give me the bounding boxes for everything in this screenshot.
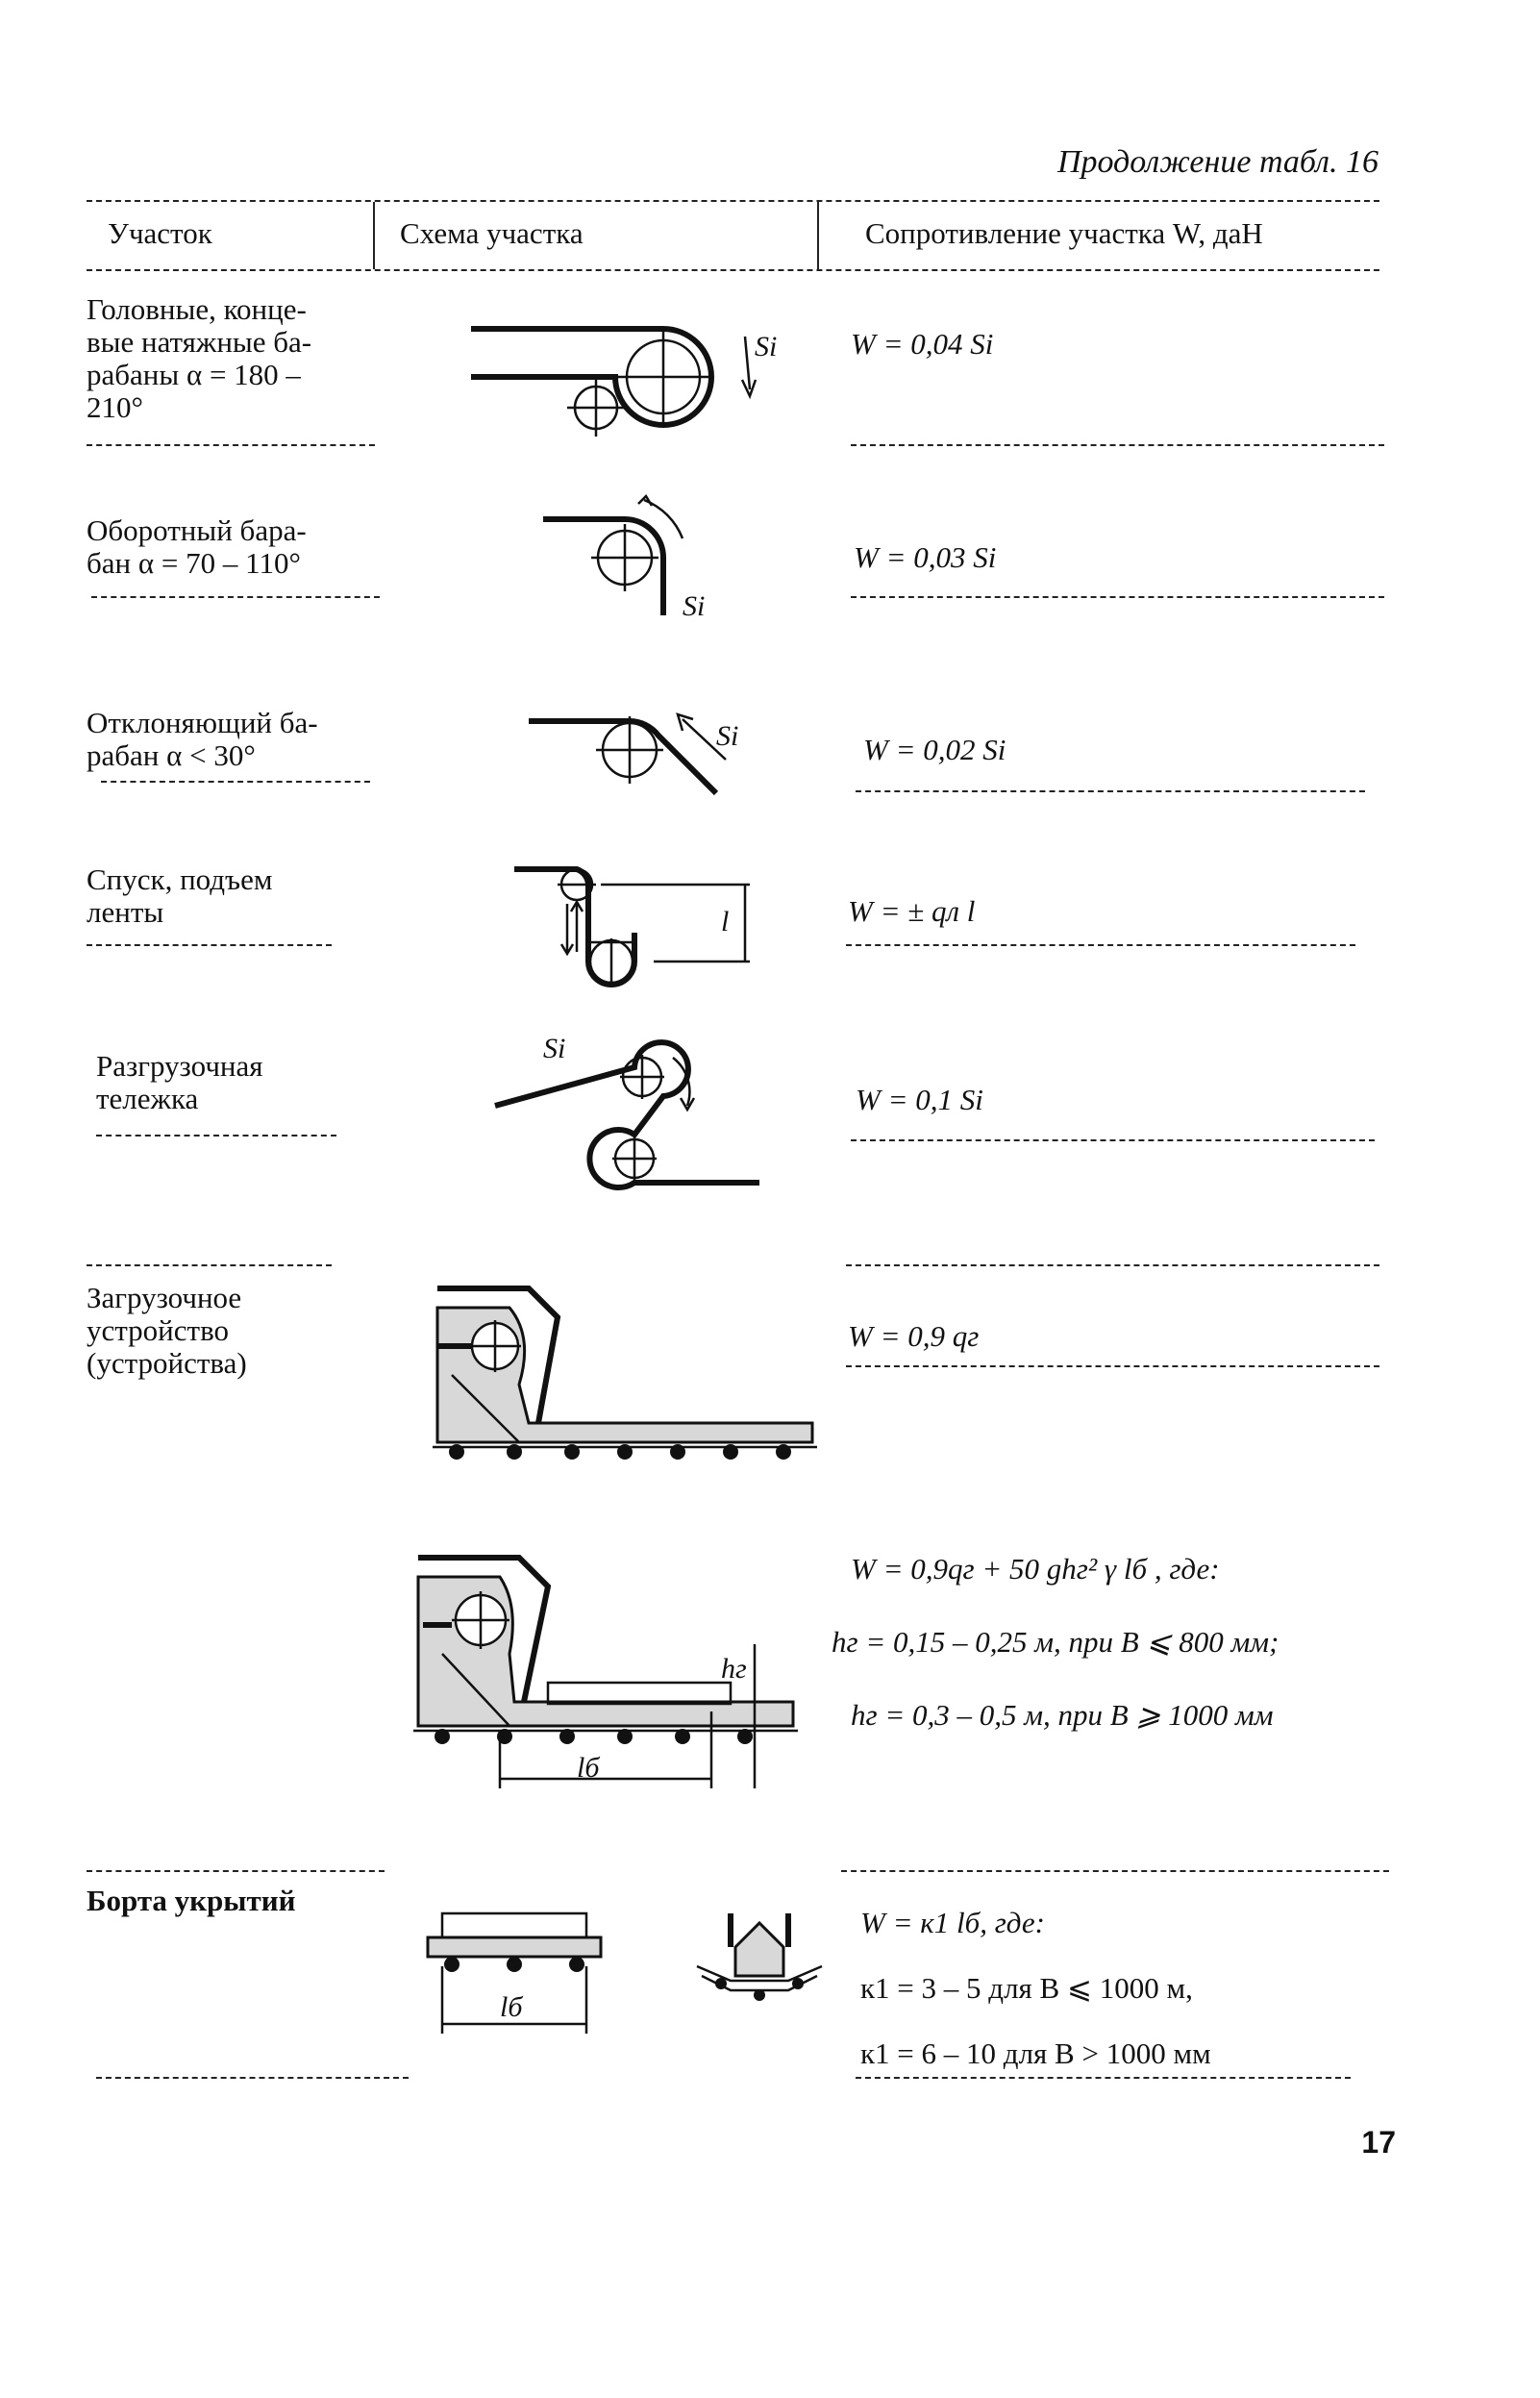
- row-4-name: Спуск, подъем ленты: [87, 862, 273, 929]
- row-5-rule-left: [96, 1135, 336, 1137]
- page-number: 17: [1361, 2125, 1396, 2160]
- scheme-8-label: lб: [500, 1991, 523, 2023]
- row-8-rule-bottom-left: [96, 2077, 409, 2079]
- row-8-rule-top-right: [841, 1870, 1389, 1872]
- scheme-7-label-h: hг: [721, 1653, 747, 1685]
- row-1-rule-right: [851, 444, 1384, 446]
- header-top-rule: [87, 200, 1379, 202]
- row-8-name: Борта укрытий: [87, 1884, 296, 1917]
- row-2-name: Оборотный бара- бан α = 70 – 110°: [87, 513, 307, 580]
- scheme-2-label: Si: [683, 590, 706, 622]
- row-6-formula: W = 0,9 qг: [848, 1319, 980, 1353]
- scheme-lift: [509, 856, 769, 1000]
- scheme-loading-device-1: [433, 1279, 817, 1490]
- scheme-3-label: Si: [716, 720, 739, 752]
- row-3-rule-left: [101, 781, 370, 783]
- row-3-formula: W = 0,02 Si: [863, 733, 1006, 766]
- row-8-rule-bottom-right: [856, 2077, 1351, 2079]
- row-6-rule-top-right: [846, 1264, 1379, 1266]
- row-6-name: Загрузочное устройство (устройства): [87, 1281, 247, 1380]
- header-section: Участок: [108, 216, 212, 250]
- scheme-4-label: l: [721, 906, 730, 937]
- row-5-rule-right: [851, 1139, 1375, 1141]
- row-1-formula: W = 0,04 Si: [851, 327, 994, 361]
- row-2-rule-left: [91, 596, 380, 598]
- scheme-5-label: Si: [543, 1033, 566, 1064]
- scheme-loading-device-2: [413, 1548, 817, 1808]
- row-1-rule-left: [87, 444, 375, 446]
- row-2-rule-right: [851, 596, 1384, 598]
- header-divider-2: [817, 202, 819, 269]
- row-5-name: Разгрузочная тележка: [96, 1049, 263, 1115]
- row-8-formulas: W = к1 lб, где: к1 = 3 – 5 для B ⩽ 1000 м, к1 = 6 – 10 для B > 1000 мм: [860, 1906, 1211, 2070]
- scheme-reverse-drum: [538, 490, 750, 635]
- scheme-1-label: Si: [755, 331, 778, 362]
- row-3-name: Отклоняющий ба- рабан α < 30°: [87, 706, 318, 772]
- row-4-rule-right: [846, 944, 1355, 946]
- scheme-cover-side-1: [423, 1909, 634, 2053]
- row-7-formulas: W = 0,9qг + 50 ghг² γ lб , где: hг = 0,15 – 0,25 м, при B ⩽ 800 мм; hг = 0,3 – 0,5 м, при B ⩾ 1000 мм: [832, 1552, 1279, 1732]
- scheme-unloading-carriage: [490, 1029, 779, 1211]
- table-caption: Продолжение табл. 16: [1056, 144, 1379, 180]
- header-resistance: Сопротивление участка W, даН: [865, 216, 1263, 250]
- row-1-name: Головные, конце- вые натяжные ба- рабаны α = 180 – 210°: [87, 292, 312, 424]
- header-divider-1: [373, 202, 375, 269]
- row-8-rule-top-left: [87, 1870, 385, 1872]
- scheme-deflecting-drum: [524, 683, 774, 817]
- row-6-rule-right: [846, 1365, 1379, 1367]
- header-bottom-rule: [87, 269, 1379, 271]
- header-scheme: Схема участка: [400, 216, 584, 250]
- scheme-head-drum: [461, 308, 788, 452]
- scheme-7-label-l: lб: [577, 1752, 600, 1784]
- row-3-rule-right: [856, 790, 1365, 792]
- row-6-rule-top-left: [87, 1264, 332, 1266]
- row-5-formula: W = 0,1 Si: [856, 1083, 983, 1116]
- row-4-rule-left: [87, 944, 332, 946]
- scheme-cover-side-2: [692, 1909, 827, 2014]
- row-4-formula: W = ± qл l: [848, 894, 976, 928]
- row-2-formula: W = 0,03 Si: [854, 540, 997, 574]
